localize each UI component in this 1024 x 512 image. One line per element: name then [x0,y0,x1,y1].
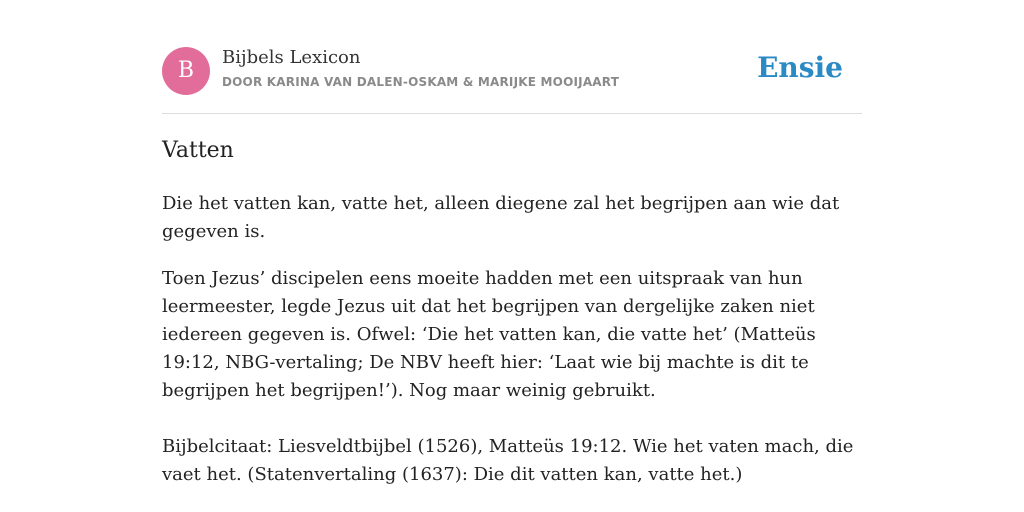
page [162,0,862,512]
entry-definition: Die het vatten kan, vatte het, alleen diegene zal het begrijpen aan wie dat gegeven is. [162,193,840,242]
entry-title: Vatten [162,138,234,163]
paragraph-gap [162,405,862,433]
ensie-logo[interactable]: Ensie [757,51,843,84]
entry-citation: Bijbelcitaat: Liesveldtbijbel (1526), Matteüs 19:12. Wie het vaten mach, die vaet het. (Statenvertaling (1637): Die dit vatten kan, vatte het.) [162,436,854,485]
header-divider [162,113,862,114]
book-title[interactable]: Bijbels Lexicon [222,47,361,68]
authors-line: DOOR KARINA VAN DALEN-OSKAM & MARIJKE MOOIJAART [222,75,620,89]
avatar[interactable]: B [162,47,210,95]
entry-content [162,190,862,508]
header [162,46,862,96]
entry-explanation: Toen Jezus’ discipelen eens moeite hadden met een uitspraak van hun leermeester, legde Jezus uit dat het begrijpen van dergelijke zaken niet iedereen gegeven is. Ofwel: ‘Die het vatten kan, die vatte het’ (Matteüs 19:12, NBG-vertaling; De NBV heeft hier: ‘Laat wie bij machte is dit te begrijpen het begrijpen!’). Nog maar weinig gebruikt. [162,268,816,401]
